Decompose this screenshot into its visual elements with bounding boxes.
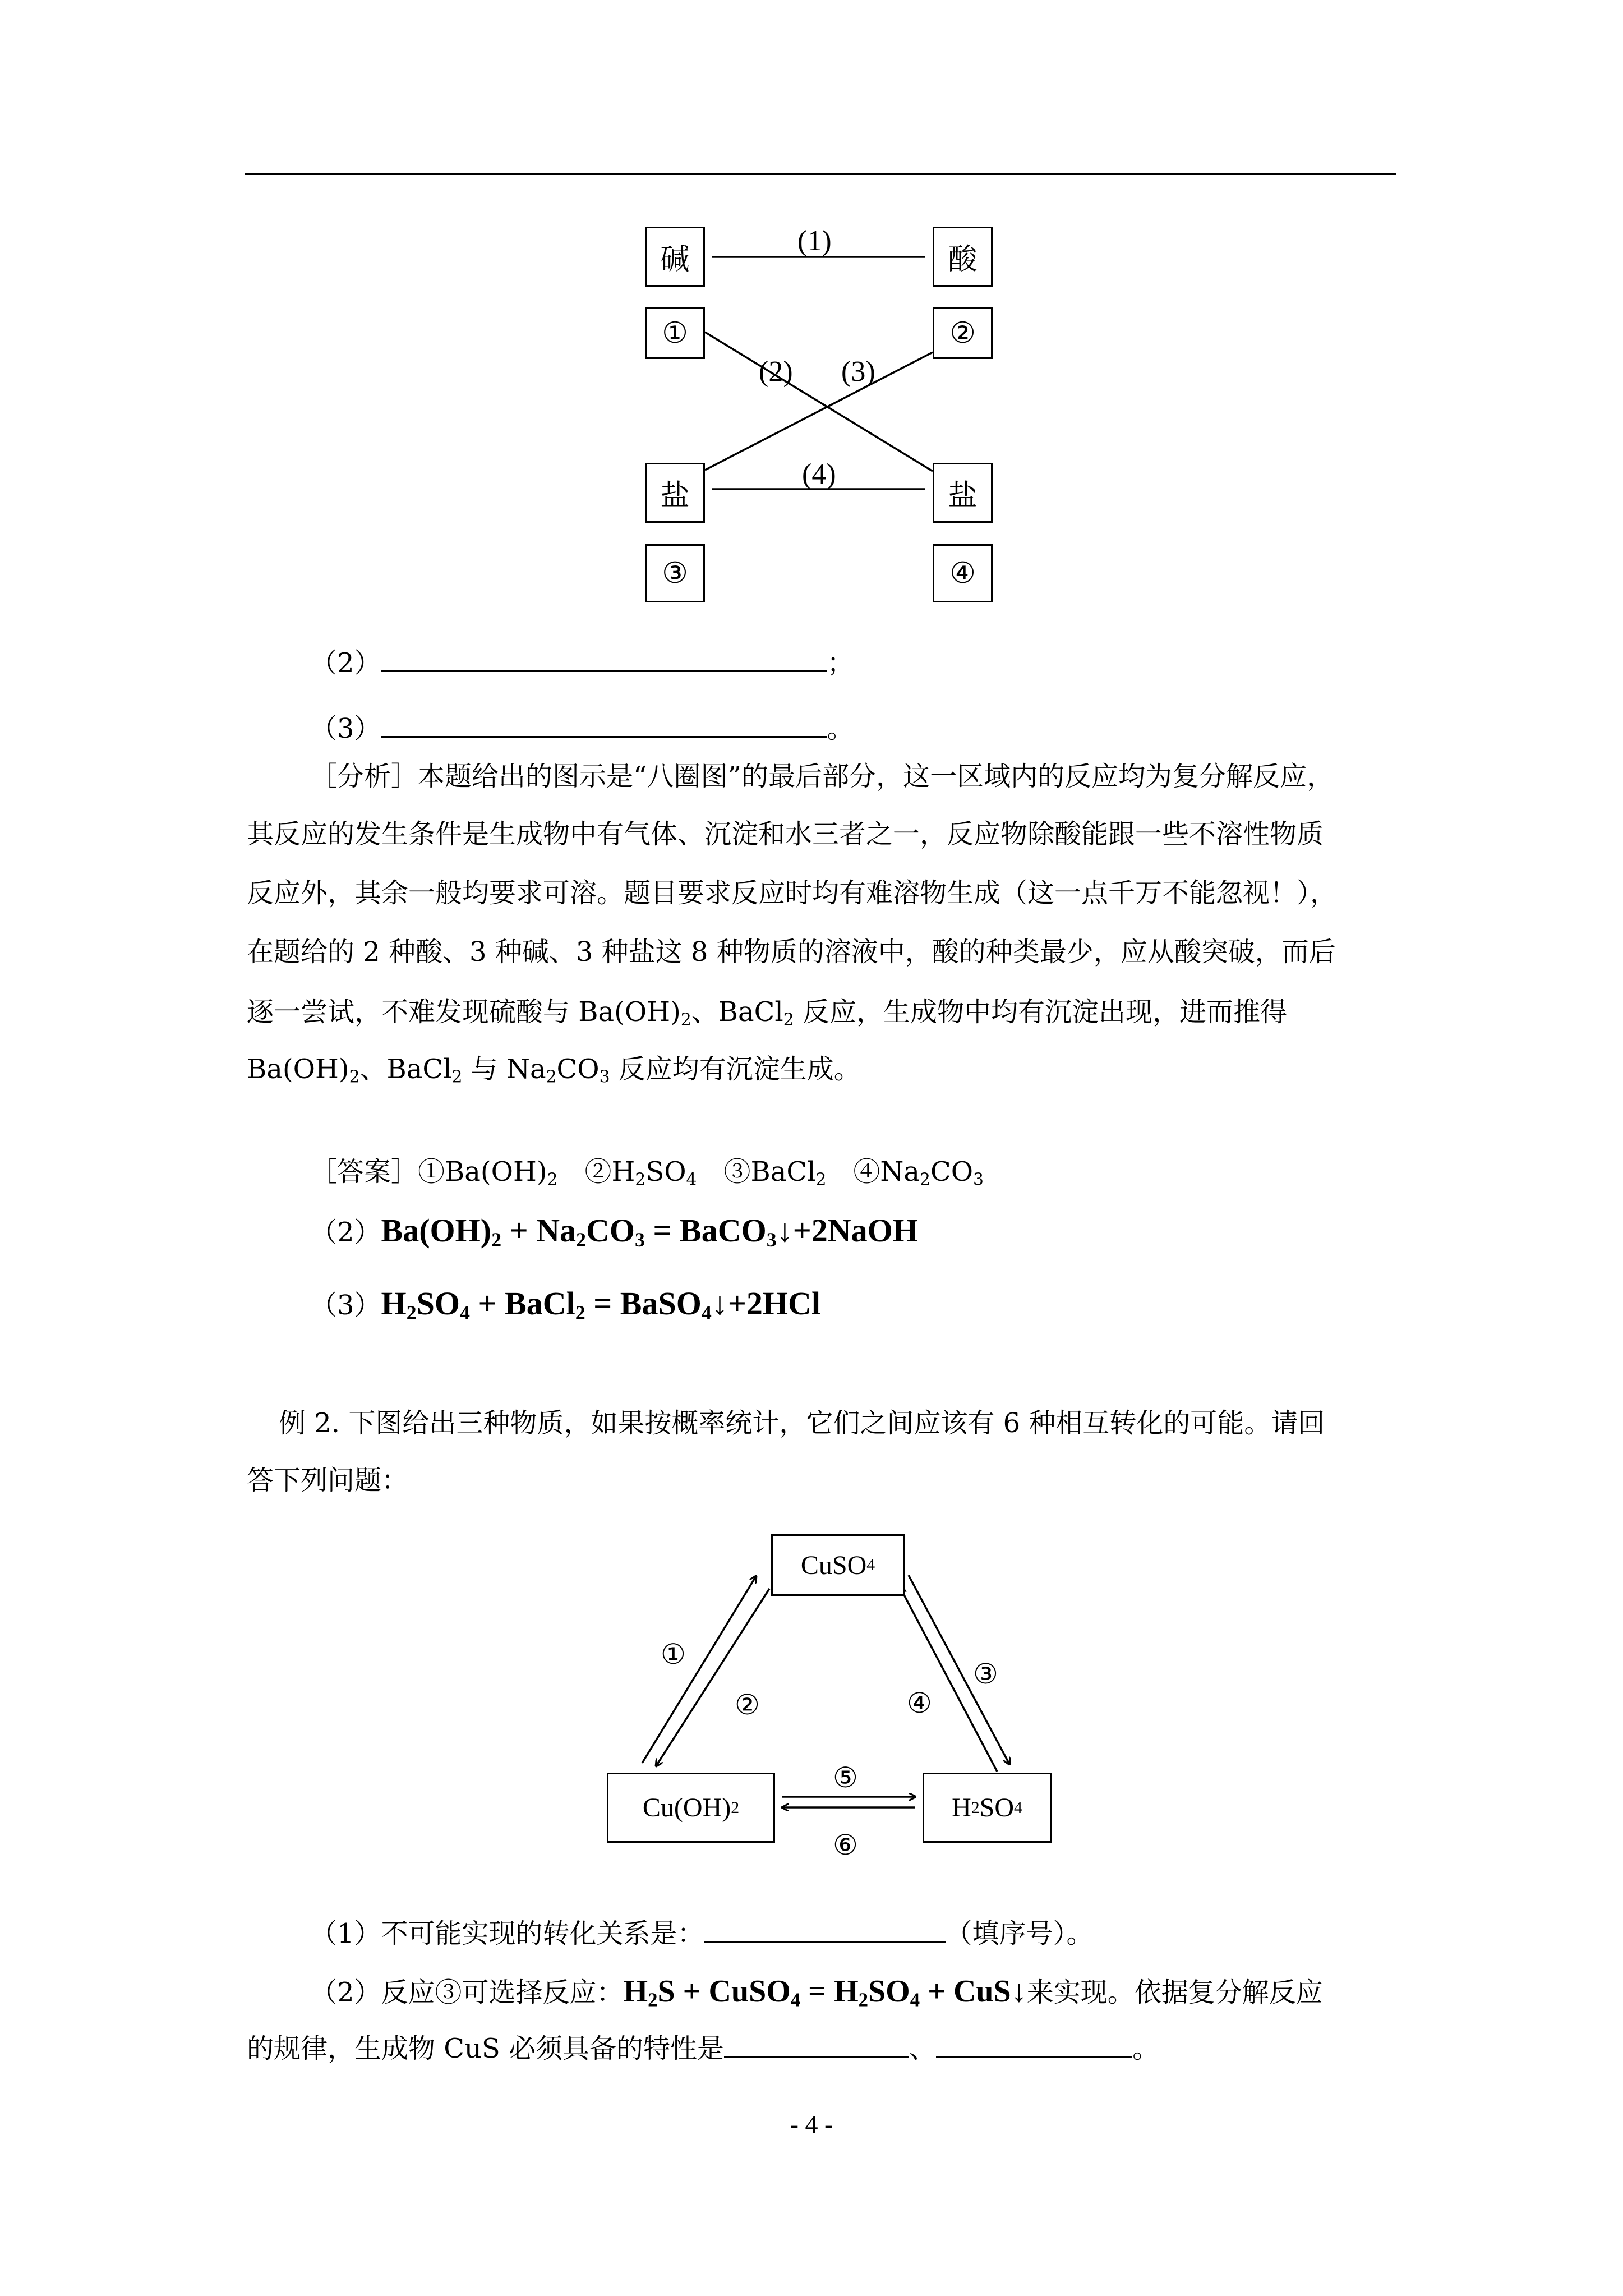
blank-q3: （3） 。: [310, 713, 854, 744]
marker-4: ④: [907, 1687, 932, 1719]
box-salt-left: 盐: [645, 463, 705, 523]
analysis-line: 其反应的发生条件是生成物中有气体、沉淀和水三者之一，反应物除酸能跟一些不溶性物质: [247, 818, 1324, 850]
label-1: (1): [797, 225, 832, 257]
box-acid: 酸: [933, 227, 993, 287]
blank-line[interactable]: [704, 1918, 946, 1943]
label-3: (3): [841, 356, 875, 388]
question-1: （1）不可能实现的转化关系是： （填序号）。: [310, 1918, 1094, 1949]
slot-1: ①: [645, 307, 705, 359]
example2-line: 答下列问题：: [247, 1465, 409, 1496]
blank-line[interactable]: [724, 2033, 909, 2058]
analysis-line: $Ba(OH)_2$、BaCl$_2$ 与 $Na_2CO_3$ 反应均有沉淀生成。: [247, 1053, 861, 1087]
analysis-line: ［分析］本题给出的图示是“八圈图”的最后部分，这一区域内的反应均为复分解反应，: [310, 761, 1334, 792]
slot-4: ④: [933, 544, 993, 602]
slot-2: ②: [933, 307, 993, 359]
label-2: (2): [759, 356, 793, 388]
node-cuoh2: Cu(OH) 2: [607, 1773, 775, 1843]
marker-6: ⑥: [833, 1829, 858, 1861]
node-h2so4: H 2 SO 4: [923, 1773, 1052, 1843]
marker-1: ①: [661, 1638, 686, 1671]
example2-line: 例 2. 下图给出三种物质，如果按概率统计，它们之间应该有 6 种相互转化的可能。请回: [279, 1407, 1325, 1439]
label-4: (4): [802, 458, 836, 490]
question-2: （2）反应③可选择反应：$H_2S$ + CuSO$_4$ = $H_2SO_4$ + CuS↓来实现。依据复分解反应: [310, 1974, 1323, 2011]
box-base: 碱: [645, 227, 705, 287]
slot-3: ③: [645, 544, 705, 602]
answer-equation-3: $(3)H_2SO_4$ + BaCl$_2$ = BaSO$_4$↓+2HCl: [310, 1285, 821, 1324]
box-salt-right: 盐: [933, 463, 993, 523]
blank-q2: （2） ；: [310, 647, 854, 679]
arrow-2: [656, 1589, 769, 1766]
arrow-1: [642, 1576, 756, 1763]
marker-3: ③: [973, 1658, 998, 1690]
analysis-line: 反应外，其余一般均要求可溶。题目要求反应时均有难溶物生成（这一点千万不能忽视！），: [247, 877, 1338, 909]
analysis-line: 在题给的 2 种酸、3 种碱、3 种盐这 8 种物质的溶液中，酸的种类最少，应从酸突破，而后: [247, 936, 1336, 968]
page-number: - 4 -: [790, 2110, 833, 2138]
marker-2: ②: [735, 1688, 760, 1721]
answer-line: ［答案$]①Ba(OH)_2$ $②H_2SO_4$ ③BaCl$_2$ $④Na_2CO_3$: [310, 1156, 984, 1190]
marker-5: ⑤: [833, 1761, 858, 1794]
analysis-line: 逐一尝试，不难发现硫酸与 $Ba(OH)_2$、BaCl$_2$ 反应，生成物中均有沉淀出现，进而推得: [247, 996, 1287, 1030]
blank-line[interactable]: [936, 2033, 1132, 2058]
node-cuso4: CuSO 4: [771, 1534, 905, 1596]
question-2-line-2: 的规律，生成物 CuS 必须具备的特性是 、 。: [247, 2033, 1160, 2064]
answer-equation-2: $(2)Ba(OH)_2 + Na_2CO_3$ = BaCO$_3$↓+2NaOH: [310, 1212, 918, 1251]
